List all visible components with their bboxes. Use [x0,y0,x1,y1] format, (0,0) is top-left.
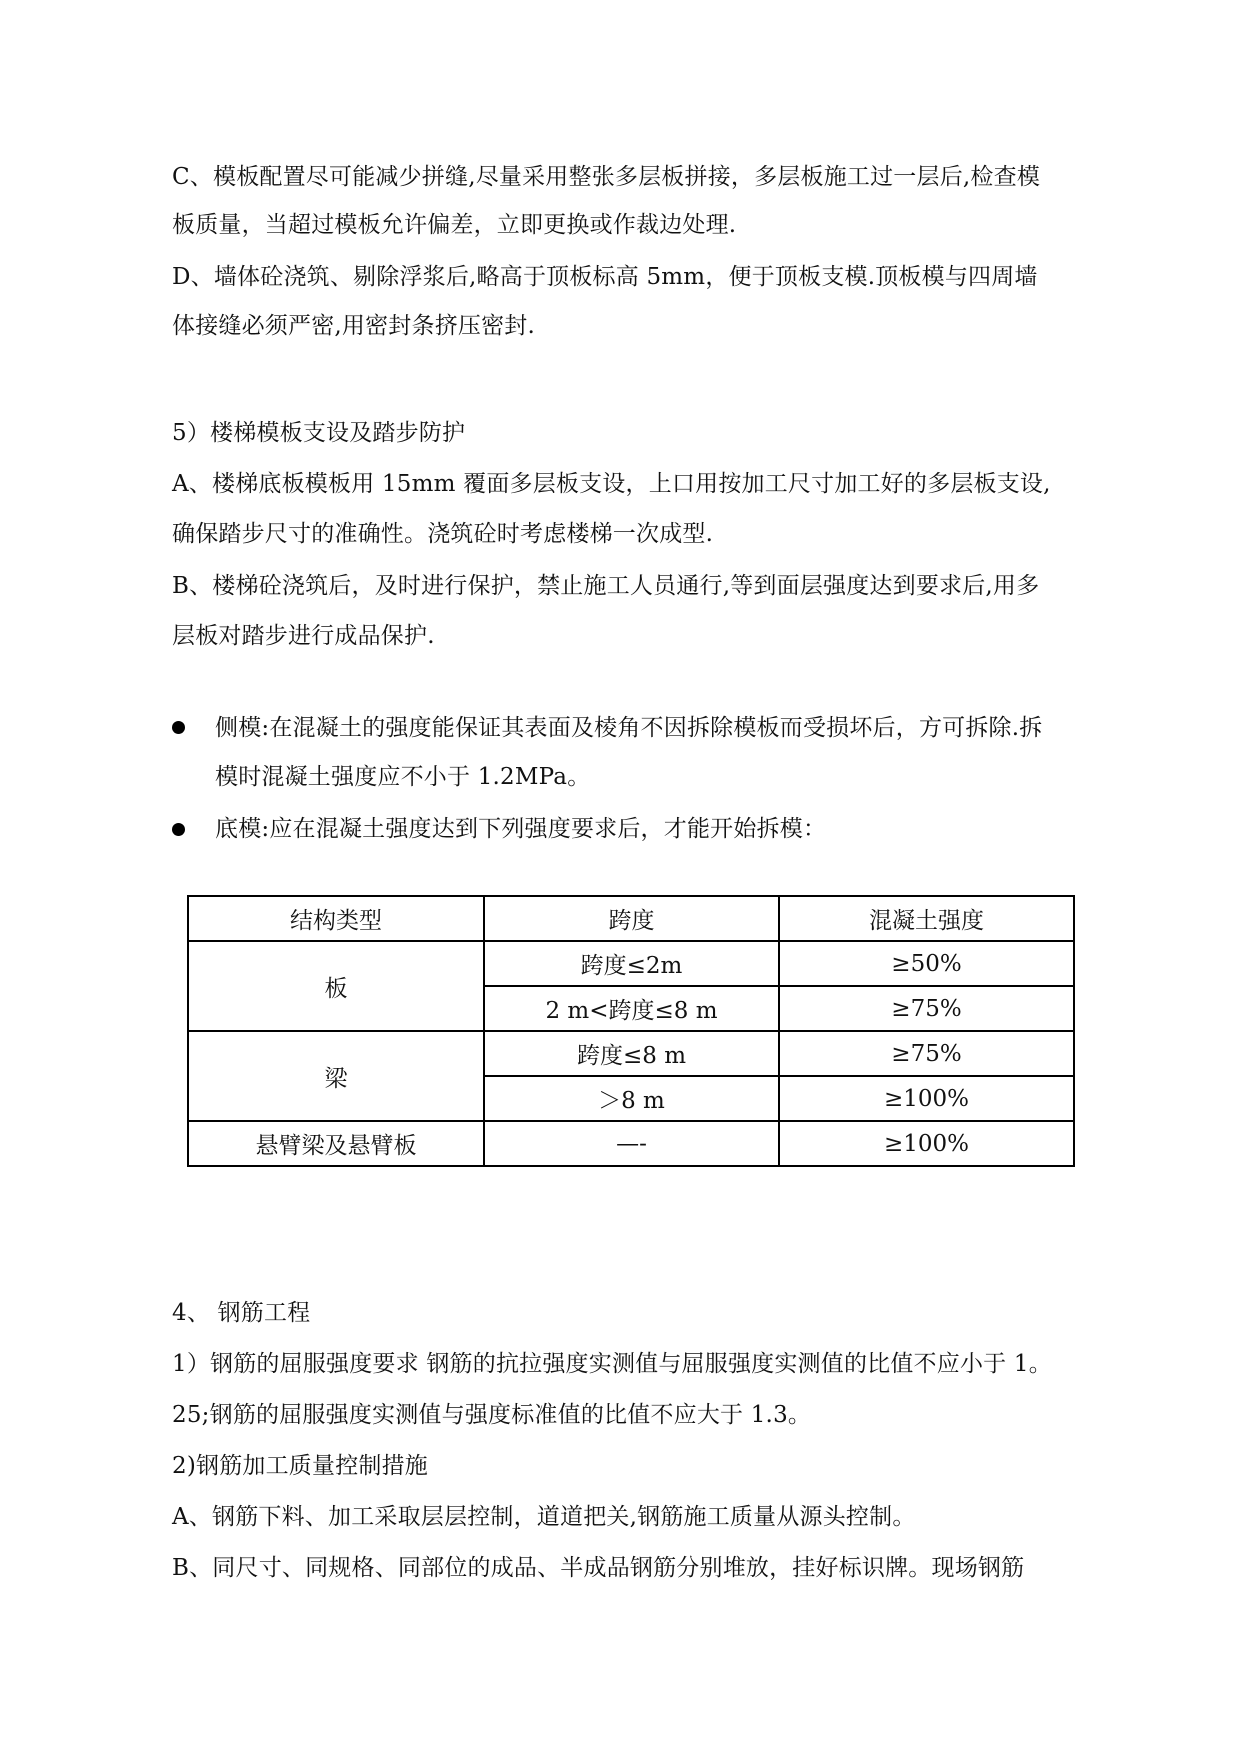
section4-p2: 2)钢筋加工质量控制措施 [172,1453,429,1479]
span-cell: 跨度≤8 m [484,1031,779,1076]
strength-cell: ≥100% [779,1121,1074,1166]
section4-p1-line-1: 1）钢筋的屈服强度要求 钢筋的抗拉强度实测值与屈服强度实测值的比值不应小于 1。 [172,1351,1052,1377]
section5-a-line-1: A、楼梯底板模板用 15mm 覆面多层板支设，上口用按加工尺寸加工好的多层板支设, [172,471,1051,497]
span-cell: —- [484,1121,779,1166]
table-row [188,1031,1074,1076]
section5-a-line-2: 确保踏步尺寸的准确性。浇筑砼时考虑楼梯一次成型. [172,521,714,547]
table-row [188,941,1074,986]
bullet-icon [172,823,185,836]
section4-p1-line-2: 25;钢筋的屈服强度实测值与强度标准值的比值不应大于 1.3。 [172,1402,812,1428]
section4-a-line-1: A、钢筋下料、加工采取层层控制，道道把关,钢筋施工质量从源头控制。 [172,1504,916,1530]
table-row [188,1121,1074,1166]
bullet-icon [172,721,185,734]
bullet-side-line-2: 模时混凝土强度应不小于 1.2MPa。 [215,764,591,790]
formwork-strength-table [187,895,1075,1167]
header-cell: 跨度 [484,896,779,941]
strength-cell: ≥50% [779,941,1074,986]
section5-heading: 5）楼梯模板支设及踏步防护 [172,420,466,446]
structure-type-cell: 板 [188,941,484,1031]
structure-type-cell: 悬臂梁及悬臂板 [188,1121,484,1166]
strength-cell: ≥75% [779,986,1074,1031]
para-c-line-2: 板质量，当超过模板允许偏差，立即更换或作裁边处理. [172,212,737,238]
strength-cell: ≥100% [779,1076,1074,1121]
para-d-line-1: D、墙体砼浇筑、剔除浮浆后,略高于顶板标高 5mm，便于顶板支模.顶板模与四周墙 [172,264,1038,290]
bullet-side-line-1: 侧模:在混凝土的强度能保证其表面及棱角不因拆除模板而受损坏后，方可拆除.拆 [215,715,1043,741]
para-d-line-2: 体接缝必须严密,用密封条挤压密封. [172,313,536,339]
span-cell: ＞8 m [484,1076,779,1121]
span-cell: 2 m<跨度≤8 m [484,986,779,1031]
header-cell: 混凝土强度 [779,896,1074,941]
header-cell: 结构类型 [188,896,484,941]
strength-cell: ≥75% [779,1031,1074,1076]
bullet-bottom-line-1: 底模:应在混凝土强度达到下列强度要求后，才能开始拆模： [215,816,827,842]
table-header-row [188,896,1074,941]
span-cell: 跨度≤2m [484,941,779,986]
section5-b-line-1: B、楼梯砼浇筑后，及时进行保护，禁止施工人员通行,等到面层强度达到要求后,用多 [172,573,1040,599]
section5-b-line-2: 层板对踏步进行成品保护. [172,623,435,649]
section4-heading: 4、 钢筋工程 [172,1300,311,1326]
section4-b-line-1: B、同尺寸、同规格、同部位的成品、半成品钢筋分别堆放，挂好标识牌。现场钢筋 [172,1555,1025,1581]
structure-type-cell: 梁 [188,1031,484,1121]
para-c-line-1: C、模板配置尽可能减少拼缝,尽量采用整张多层板拼接，多层板施工过一层后,检查模 [172,164,1041,190]
